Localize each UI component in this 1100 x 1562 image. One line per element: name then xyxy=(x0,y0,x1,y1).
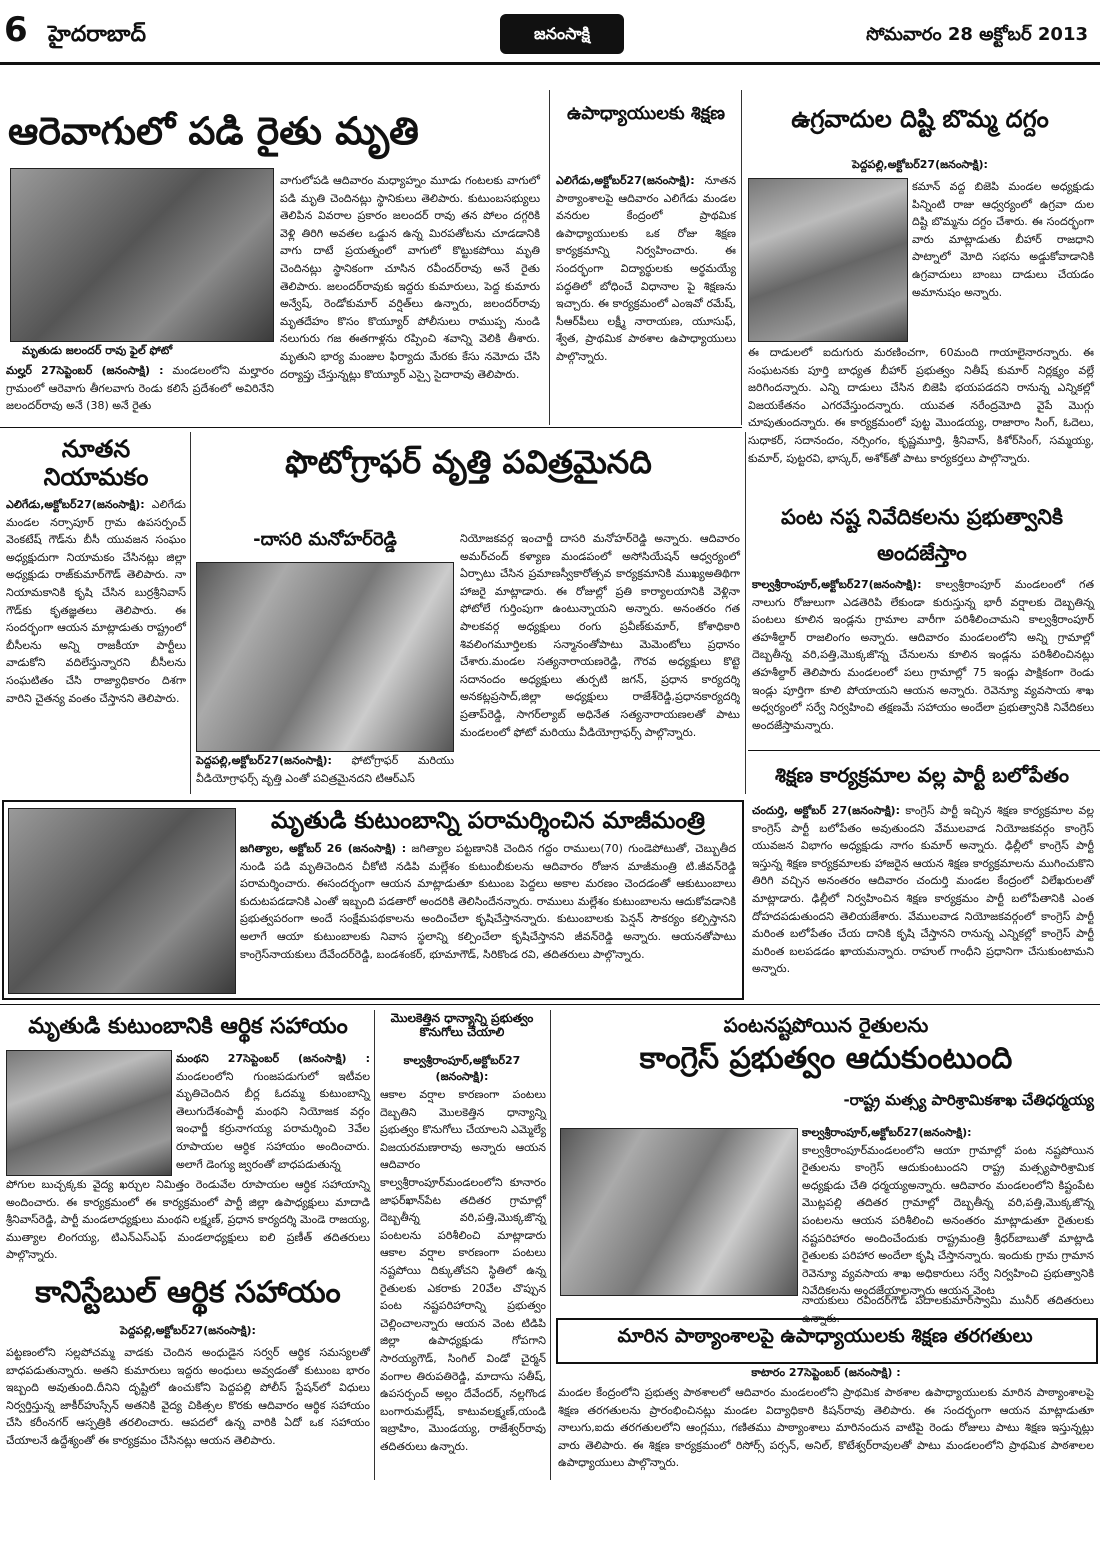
byline-a5: -దాసరి మనోహర్‌రెడ్డి xyxy=(253,529,397,550)
page-number: 6 xyxy=(4,10,28,50)
photo-a3 xyxy=(748,178,908,342)
body-a13: మండల కేంద్రంలోని ప్రభుత్వ పాఠశాలలో ఆదివారం మండలంలోని ప్రాథమిక పాఠశాల ఉపాధ్యాయులకు మారిన పాఠ్యాంశాలపై శిక్షణ తరగతులను ప్రారంభించినట్లు మండల విద్యాధికారి కిషన్‌రావు తెలిపారు. ఈ సందర్భంగా ఆయన మాట్లాడుతూ నాలుగు,ఐదు తరగతులలోని ఆంగ్లము, గణితము పాఠ్యాంశాలు మారినందున వాటిపై రెండు రోజులు పాటు శిక్షణ ఇస్తున్నట్లు వారు తెలిపారు. ఈ శిక్షణ కార్యక్రమంలో రిసోర్స్ పర్సన్, అనిల్, కొటేశ్వర్‌రావులతో పాటు మండలంలోని ప్రాథమిక పాఠశాలల ఉపాధ్యాయులు పాల్గొన్నారు. xyxy=(558,1386,1094,1470)
body-a12: నాయకులు రవీందర్‌గౌడ్ పదాలకుమార్‌స్వామి మునీర్ తదితరులు ఉన్నారు. xyxy=(802,1294,1094,1325)
body-a10: పట్టణంలోని సల్లపోచమ్మ వాడకు చెందిన అంధుడైన సర్వర్ ఆర్థిక సమస్యలతో బాధపడుతున్నారు. అతని కుమారులు ఇద్దరు అంధులు అవ్వడంతో కుటుంబ భారం ఇబ్బంది అవుతుంది.దీనిని దృష్టిలో ఉంచుకోని పెద్దపల్లి పోలీస్ స్టేషన్‌లో విధులు నిర్వర్తిస్తున్న జాకీర్‌హుస్సేన్ అతనికి వైద్య చికిత్సల కొరకు ఆదివారం ఆర్థిక సహాయం చేసి కరీంనగర్ ఆస్పత్రికి తరలించారు. ఆపదలో ఉన్న వారికి ఏదో ఒక సహాయం చేయాలనే ఉద్దేశ్యంతో ఈ కార్యక్రమం చేసినట్లు ఆయన తెలిపారు. xyxy=(6,1346,370,1447)
headline-a10: కానిస్టేబుల్ ఆర్థిక సహాయం xyxy=(35,1275,341,1310)
photo-a12 xyxy=(560,1128,798,1296)
kicker-a12: పంటనష్టపోయిన రైతులను xyxy=(723,1013,929,1037)
headline-a8: మృతుడి కుటుంబాన్ని పరామర్శించిన మాజీమంత్రి xyxy=(270,808,706,834)
body-a3-right: కమాన్ వద్ద బిజెపి మండల అధ్యక్షుడు పిన్నింటి రాజు ఆధ్వర్యంలో ఉగ్రవా దుల దిష్టి బొమ్మను దగ్దం చేశారు. ఈ సందర్భంగా వారు మాట్లాడుతు బీహార్ రాజధాని పాట్నాలో మోది సభను అడ్డుకోవాడానికి ఉగ్రవాదులు బాంబు దాడులు చేయడం అమానుషం అన్నారు. xyxy=(912,180,1094,299)
body-a7: చందుర్తి, అక్టోబర్ 27(జనంసాక్షి): కాంగ్రెస్ పార్టీ ఇచ్చిన శిక్షణ కార్యక్రమాల వల్ల కాంగ్రెస్ పార్టీ బలోపేతం అవుతుందని వేములవాడ నియోజకవర్గం కాంగ్రెస్ యువజన విభాగం అధ్యక్షుడు నాగం కుమార్ అన్నారు. ఢిల్లీలో కాంగ్రెస్ పార్టీ ఇస్తున్న శిక్షణ కార్యక్రమాలకు హాజరైన ఆయన శిక్షణ కార్యక్రమాలను ముగించుకొని తిరిగి వచ్చిన అనంతరం ఆదివారం చందుర్తి మండల కేంద్రంలో విలేఖరులతో మాట్లాడారు. ఢిల్లీలో నిర్వహించిన శిక్షణ కార్యక్రమం పార్టీ బలోపేతానికి ఎంత దోహదపడుతుందని తెలియజేశారు. వేములవాడ నియోజకవర్గంలో కాంగ్రెస్ పార్టీ మరింత బలోపేతం చేయ దానికి కృషి చేస్తానని రానున్న ఎన్నికల్లో కాంగ్రెస్ పార్టీ మరింత బలపడడం ఖాయమన్నారు. రాహుల్ గాంధీని ప్రధానిగా చేసుకుంటామని అన్నారు. xyxy=(752,804,1095,976)
body-a4: ఎలిగేడు,అక్టోబర్27(జనంసాక్షి): ఎలిగేడు మండల నర్సాపూర్ గ్రామ ఉపసర్పంచ్ వెంకటేష్ గౌడ్‌ను బీసీ యువజన సంఘం అధ్యక్షుదుగా నియామకం చేసినట్లు జిల్లా అధ్యక్షుడు రాజ్‌కుమార్‌గౌడ్ తెలిపారు. నా నియామకానికి కృషి చేసిన బుర్రశ్రీనివాస్ గౌడ్‌కు కృతజ్ఞతలు తెలిపారు. ఈ సందర్భంగా ఆయన మాట్లాడుతు రాష్ట్రంలో బీసీలను అన్ని రాజకీయా పార్టీలు వాడుకోని వదిలేస్తున్నారని బీసీలను సంఘటితం చేసి రాజ్యాధికారం దిశగా వారిని చైతన్య వంతం చేస్తానని తెలిపారు. xyxy=(6,498,186,705)
edition-city: హైదరాబాద్ xyxy=(48,22,146,47)
dateline-a3: పెద్దపల్లి,అక్టోబర్27(జనంసాక్షి): xyxy=(852,158,988,171)
section-rule xyxy=(0,1004,1100,1005)
body-a5: నియోజకవర్గ ఇంచార్జీ దాసరి మనోహర్‌రెడ్డి అన్నారు. ఆదివారం అమర్‌చంద్ కళ్యాణ మండపంలో అసోసియేషన్ ఆధ్వర్యంలో ఏర్పాటు చేసిన ప్రమాణస్వీకారోత్సవ కార్యక్రమానికి ముఖ్యఅతిథిగా హాజరై మాట్లాడారు. ఈ రోజుల్లో ప్రతి కార్యాలయానికి వెళ్లినా ఫోటోలే గుర్తింపుగా ఉంటున్నాయని అన్నారు. అనంతరం గత పాలకవర్గ అధ్యక్షులు రంగు ప్రవీణ్‌కుమార్, కోశాధికారి శివలింగమూర్తిలకు సన్మానంతోపాటు మెమెంటోలు ప్రధానం చేశారు.మండల సత్యనారాయణరెడ్డి, గౌరవ అధ్యక్షులు కొట్టె సదానందం అధ్యక్షులు తుర్పటి జగన్, ప్రధాన కార్యదర్శి అనకట్లప్రసాద్,జిల్లా అధ్యక్షులు రాజేశ్‌రెడ్డి,ప్రధానకార్యదర్శి ప్రతాప్‌రెడ్డి, సాగర్‌ల్యాబ్ అధినేత సత్యనారాయణలతో పాటు మండలంలో ఫోటో మరియు వీడియోగ్రాఫర్స్ పాల్గొన్నారు. xyxy=(460,532,740,739)
body-a1-left: మల్హర్ 27సెప్టెంబర్ (జనంసాక్షి) : మండలంలోని మల్హారం గ్రామంలో ఆరెవాగు తీగలవాగు రెండు కలిసే ప్రదేశంలో అవిరినేని జలందర్‌రావు అనే (38) అనే రైతు xyxy=(6,364,274,413)
headline-a5: ఫొటోగ్రాఫర్ వృత్తి పవిత్రమైనది xyxy=(285,443,652,481)
photo-a5 xyxy=(196,562,454,752)
section-rule xyxy=(748,750,1100,751)
masthead-logo: జనంసాక్షి xyxy=(500,14,624,54)
photo-a8 xyxy=(8,808,236,994)
headline-a3: ఉగ్రవాదుల దిష్టి బొమ్మ దగ్దం xyxy=(791,105,1049,133)
caption-a5: పెద్దపల్లి,అక్టోబర్27(జనంసాక్షి): ఫోటోగ్రాఫర్ మరియు వీడియోగ్రాఫర్స్ వృత్తి ఎంతో పవిత్రమైనదని టిఆర్ఎస్ xyxy=(196,754,455,785)
headline-a2: ఉపాధ్యాయులకు శిక్షణ xyxy=(566,103,726,124)
body-a2: ఎలిగేడు,అక్టోబర్27(జనంసాక్షి): నూతన పాఠ్యాంశాలపై ఆదివారం ఎలిగేడు మండల వనరుల కేంద్రంలో ప్రాథమిక ఉపాధ్యాయులకు ఒక రోజు శిక్షణ కార్యక్రమాన్ని నిర్వహించారు. ఈ సందర్భంగా విద్యార్థులకు అర్థమయ్యే పద్ధతిలో బోధించే విధానాల పై శిక్షణను ఇచ్చారు. ఈ కార్యక్రమంలో ఎంఇవో రమేష్, సీఆర్‌పీలు లక్ష్మీ నారాయణ, యూసుఫ్, శ్వేత, ప్రాథమిక పాఠశాల ఉపాధ్యాయులు పాల్గొన్నారు. xyxy=(556,174,736,363)
body-a12-right: కాల్వశ్రీరాంపూర్,అక్టోబర్27(జనంసాక్షి): కాల్వశ్రీరాంపూర్‌మండలంలోని ఆయా గ్రామాల్లో పంట నష్టపోయిన రైతులను కాంగ్రెస్ ఆదుకుంటుందని రాష్ట్ర మత్స్యపారిశ్రామిక అధ్యక్షుడు చేతి ధర్మయ్యఅన్నారు. ఆదివారం మండలంలోని కిష్టంపేట మొట్లపల్లి తదితర గ్రామాల్లో దెబ్బతీన్న వరి,పత్తి,మొక్కజొన్న పంటలను ఆయన పరిశీలించి అనంతరం మాట్లాడుతూ రైతులకు నష్టపరిహారం అందించేందుకు రాష్ట్రమంత్రి శ్రీధర్‌బాబుతో మాట్లాడి రైతులకు పరిహార అందేలా కృషి చేస్తానన్నారు. ఇందుకు గ్రామ గ్రామాన రెవెన్యూ వ్యవసాయ శాఖ అధికారులు సర్వే నిర్వహించి ప్రభుత్వానికి నివేదికలను అందజేయాలన్నారు ఆయన వెంట xyxy=(802,1126,1094,1298)
caption-a1: మృతుడు జలందర్ రావు ఫైల్ ఫోటో xyxy=(22,344,173,357)
body-a9-right: మంథని 27సెప్టెంబర్ (జనంసాక్షి) : మండలంలోని గుంజపడుగులో ఇటీవల మృతిచెందిన బీర్ల ఓదమ్మ కుటుంబాన్ని తెలుగుదేశంపార్టీ మంథని నియోజక వర్గం ఇంఛార్జీ కర్రునాగయ్య పరామర్శించి 3వేల రూపాయల ఆర్ధిక సహాయం అందించారు. అలాగే డెంగ్యు జ్వరంతో బాధపడుతున్న xyxy=(176,1052,370,1171)
byline-a12: -రాష్ట్ర మత్స్య పారిశ్రామికశాఖ చేతిధర్మయ్య xyxy=(843,1091,1094,1109)
column-rule xyxy=(549,90,550,425)
headline-a7: శిక్షణ కార్యక్రమాల వల్ల పార్టీ బలోపేతం xyxy=(775,763,1069,787)
headline-a12: కాంగ్రెస్ ప్రభుత్వం ఆదుకుంటుంది xyxy=(639,1041,1013,1076)
column-rule xyxy=(374,1010,375,1480)
body-a9: పోగుల బుచ్చక్కకు వైద్య ఖర్చుల నిమిత్తం రెండువేల రూపాయల ఆర్ధిక సహాయాన్ని అందించారు. ఈ కార్యక్రమంలో ఈ కార్యక్రమంలో పార్టీ జిల్లా ఉపాధ్యక్షులు మాదాడి శ్రీనివాస్‌రెడ్డి, పార్టీ మండలాధ్యక్షులు మంథని లక్ష్మణ్, ప్రధాన కార్యదర్శి మెండె రాజయ్య, ముత్యాల లింగయ్య, టిఎన్ఎస్ఎఫ్ మండలాధ్యక్షులు ఐలి ప్రణీత్ తదితరులు పాల్గొన్నారు. xyxy=(6,1178,370,1262)
headline-a4: నూతన నియామకం xyxy=(43,435,149,491)
headline-a9: మృతుడి కుటుంబానికి ఆర్థిక సహాయం xyxy=(28,1014,348,1039)
dateline-a10: పెద్దపల్లి,అక్టోబర్27(జనంసాక్షి): xyxy=(120,1324,256,1337)
dateline-a11: కాల్వశ్రీరాంపూర్,అక్టోబర్27 (జనంసాక్షి): xyxy=(403,1054,521,1083)
body-a3: ఈ దాడులలో ఐదుగురు మరణించగా, 60మంది గాయాలైనారన్నారు. ఈ సంఘటనకు పూర్తి బాధ్యత బీహార్ ప్రభుత్వం నితీష్ కుమార్ నిర్లక్ష్యం వల్లే జరిగిందన్నారు. ఎన్ని దాడులు చేసిన బిజెపి భయపడదని రానున్న ఎన్నికల్లో విజయకేతనం ఎగరవేస్తుందన్నారు. యువత నరేంద్రమోది వైపే మొగ్గు చూపుతుందన్నారు. ఈ కార్యక్రమంలో పుట్ట మొండయ్య, రాజారాం సింగ్, ఓదెలు, సుధాకర్, సదానందం, నర్సింగం, కృష్ణమూర్తి, శ్రీనివాస్, కిశోర్‌సింగ్, సమ్మయ్య, కుమార్, పుట్టరవి, భాస్కర్, అశోక్‌తో పాటు కార్యకర్తలు పాల్గొన్నారు. xyxy=(748,346,1094,465)
page-header xyxy=(0,0,1100,70)
photo-a9 xyxy=(6,1050,172,1176)
body-a6: కాల్వశ్రీరాంపూర్,అక్టోబర్27(జనంసాక్షి): కాల్వశ్రీరాంపూర్ మండలంలో గత నాలుగు రోజులుగా ఎడతెరిపి లేకుండా కురుస్తున్న భారీ వర్షాలకు దెబ్బతిన్న పంటలు కూలిన ఇండ్లను గ్రామాల వారీగా పరిశీలించామని కాల్వశ్రీరాంపూర్ తహశీల్దార్ రాజలింగం అన్నారు. ఆదివారం మండలంలోని అన్ని గ్రామాల్లో దెబ్బతీన్న వరి,పత్తి,మొక్కజొన్న చేనులను కూలిన ఇండ్లను పరిశీలించినట్లు తహశీల్దార్ తెలిపారు మండలంలో పలు గ్రామాల్లో 75 ఇండ్లు పాక్షికంగా రెండు ఇండ్లు పూర్తిగా కూలి పోయాయని ఆయన అన్నారు. రెవెన్యూ వ్యవసాయ శాఖ అధ్వర్యంలో సర్వే నిర్వహించి తక్షణమే సహాయం అందేలా ప్రభుత్వానికి నివేదికలు అందజేస్తామన్నారు. xyxy=(752,578,1094,732)
body-a11: ఆకాల వర్షాల కారణంగా పంటలు దెబ్బతిని మొలకెత్తిన ధాన్యాన్ని ప్రభుత్వం కొనుగోలు చేయాలని ఎమ్మెల్యే విజయరమణారావు అన్నారు ఆయన ఆదివారం కాల్వశ్రీరాంపూర్‌మండలంలోని కూనారం జాఫర్‌ఖాన్‌పేట తదితర గ్రామాల్లో దెబ్బతీన్న వరి,పత్తి,మొక్కజొన్న పంటలను పరిశీలించి మాట్లాడారు ఆకాల వర్షాల కారణంగా పంటలు నష్టపోయి దిక్కుతోచని స్థితిలో ఉన్న రైతులకు ఎకరాకు 20వేల చొప్పున పంట నష్టపరిహారాన్ని ప్రభుత్వం చెల్లించాలన్నారు ఆయన వెంట టిడిపి జిల్లా ఉపాధ్యక్షుడు గోపగాని సారయ్యగౌడ్, సింగిల్ విండో చైర్మన్ వంగాల తిరుపతిరెడ్డి, మాదాసు సతీష్, ఉపసర్పంచ్ అల్లం దేవేందర్, నల్లగొండ బంగారుమల్లేష్, కాటువలక్ష్మణ్,యండి ఇబ్రాహిం, మొండయ్య, రాజేశ్వర్‌రావు తదితరులు ఉన్నారు. xyxy=(380,1088,546,1453)
dateline-a13: కాటారం 27సెప్టెంబర్ (జనంసాక్షి) : xyxy=(751,1366,901,1379)
column-rule xyxy=(190,432,191,794)
headline-a13: మారిన పాఠ్యాంశాలపై ఉపాధ్యాయులకు శిక్షణ తరగతులు xyxy=(617,1325,1033,1347)
photo-a1 xyxy=(10,168,274,342)
headline-a11: మొలకెత్తిన ధాన్యాన్ని ప్రభుత్వం కొనుగోలు చేయాలి xyxy=(390,1011,534,1039)
column-rule xyxy=(550,1010,551,1480)
body-a8: జగిత్యాల, అక్టోబర్ 26 (జనంసాక్షి) : జగిత్యాల పట్టణానికి చెందిన గద్దం రాములు(70) గుండెపోటుతో, చెబ్బుతీద నుండి పడి మృతిచెందిన చీకోటి నడిపి మల్లేశం కుటుంబీకులను ఆదివారం రోజున మాజీమంత్రి టి.జీవన్‌రెడ్డి పరామర్శించారు. ఈసందర్భంగా ఆయన మాట్లాడుతూ కుటుంబ పెద్దలు అకాల మరణం చెందడంతో ఆకుటుంబాలు కుదుటపడడానికి ఎంతో ఇబ్బంది పడతారో అందరికి తెలిసిందేనన్నారు. రాములు మల్లేశం కుటుంబాలను ఆదుకోవడానికి ప్రభుత్వపరంగా అందే సంక్షేమపథకాలను అందించేలా కృషిచేస్తానన్నారు. కుటుంబాలకు పెన్షన్ సౌకర్యం కల్పిస్తానని అలాగే ఆయా కుటుంబాలకు నివాస స్థలాన్ని కల్పించేలా కృషిచేస్తానని జీవన్‌రెడ్డి అన్నారు. ఆయనతోపాటు కాంగ్రెస్‌నాయకులు దేవేందర్‌రెడ్డి, బండశంకర్, భూమాగౌడ్, సిరికొండ రవి, తదితరులు పాల్గొన్నారు. xyxy=(240,842,736,961)
headline-a1: ఆరెవాగులో పడి రైతు మృతి xyxy=(8,109,419,153)
header-rule xyxy=(0,62,1100,65)
body-a1-right: వాగులోపడి ఆదివారం మధ్యాహ్నం మూడు గంటలకు వాగులో పడి మృతి చెందినట్లు స్థానికులు తెలిపారు. కుటుంబసభ్యులు తెలిపిన వివరాల ప్రకారం జలందర్ రావు తన పోలం దగ్గరికి వెళ్లి తిరిగి అవతల ఒడ్డున ఉన్న మిరపతోటను చూడడానికి వాగు దాటే ప్రయత్నంలో వాగులో కొట్టుకపోయి మృతి చెందినట్లు స్థానికంగా చూసిన రవీందర్‌రావు అనే రైతు తెలిపారు. జలందర్‌రావుకు ఇద్దరు కుమారులు, పెద్ద కుమారు అన్వేష్, రెండోకుమార్ వర్షిత్‌లు ఉన్నారు, జలందర్‌రావు మృతదేహం కొసం కొయ్యూర్ పోలీసులు రాముప్ప నుండి నలుగురు గజ ఈతగాళ్లను రప్పించి శవాన్ని వెలికి తీశారు. మృతుని భార్య మంజుల ఫిర్యాదు మేరకు కేసు నమోదు చేసి దర్యాప్తు చేస్తున్నట్లు కొయ్యూర్ ఎస్సై సైదారావు తెలిపారు. xyxy=(280,174,540,381)
column-rule xyxy=(745,432,746,794)
headline-a6: పంట నష్ట నివేదికలను ప్రభుత్వానికి అందజేస్తాం xyxy=(780,505,1064,565)
section-rule xyxy=(0,427,742,428)
issue-date: సోమవారం 28 అక్టోబర్ 2013 xyxy=(866,24,1088,45)
column-rule xyxy=(741,90,742,425)
